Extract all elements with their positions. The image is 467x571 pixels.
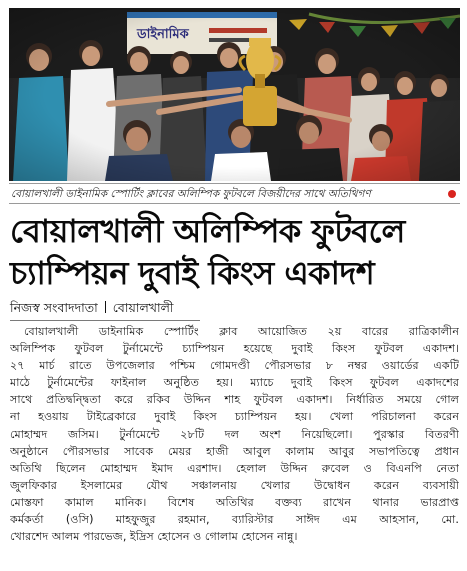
article-line: খোরশেদ আলম পারভেজ, ইদ্রিস হোসেন ও গোলাম হোসেন নান্নু। — [10, 530, 298, 544]
byline-location: বোয়ালখালী — [112, 300, 174, 315]
headline-line-2: চ্যাম্পিয়ন দুবাই কিংস একাদশ — [10, 254, 375, 292]
caption-bullet-icon — [448, 190, 456, 198]
trophy-ceremony-photo — [9, 8, 460, 181]
article-line: না হওয়ায় টাইব্রেকারে দুবাই কিংস চ্যাম্পিয়ন হয়। খেলা পরিচালনা করেন — [10, 410, 459, 424]
article-line: মোস্তফা কামাল মানিক। বিশেষ অতিথির বক্তব্য রাখেন থানার ভারপ্রাপ্ত — [10, 495, 459, 509]
article-line: মাঠে টুর্নামেন্টের ফাইনাল অনুষ্ঠিত হয়। ম্যাচে দুবাই কিংস ফুটবল একাদশের — [10, 376, 459, 390]
article-line: অলিম্পিক ফুটবল টুর্নামেন্টে চ্যাম্পিয়ন হয়েছে দুবাই কিংস ফুটবল একাদশ। — [10, 342, 459, 356]
article-body — [10, 323, 459, 545]
byline-underline — [10, 320, 200, 321]
article-line: জুলফিকার ইসলামের যৌথ সঞ্চালনায় খেলার উদ্বোধন করেন ব্যবসায়ী — [10, 478, 459, 492]
photo-caption: বোয়ালখালী ডাইনামিক স্পোর্টিং ক্লাবের অলিম্পিক ফুটবলে বিজয়ীদের সাথে অতিথিগণ — [11, 188, 371, 200]
banner-text: ডাইনামিক — [137, 27, 189, 42]
article-line: অনুষ্ঠানে পৌরসভার সাবেক মেয়র হাজী আবুল কালাম আবুর সভাপতিত্বে প্রধান — [10, 444, 459, 458]
article-line: অতিথি ছিলেন মোহাম্মদ ইমাদ এরশাদ। হেলাল উদ্দিন রুবেল ও বিএনপি নেতা — [10, 461, 459, 475]
news-photo — [9, 8, 460, 181]
article-line: ২৭ মার্চ রাতে উপজেলার পশ্চিম গোমদণ্ডী পৌরসভার ৮ নম্বর ওয়ার্ডের একটি — [10, 359, 459, 373]
byline-separator — [105, 301, 106, 313]
photo-caption-bar — [9, 183, 460, 204]
byline-author: নিজস্ব সংবাদদাতা — [10, 300, 98, 315]
byline — [10, 299, 173, 317]
article-line: মোহাম্মদ জসিম। টুর্নামেন্টে ২৮টি দল অংশ নিয়েছিলো। পুরস্কার বিতরণী — [10, 427, 459, 441]
article-line: কর্মকর্তা (ওসি) মাহফুজুর রহমান, ব্যারিস্টার সাঈদ এম আহসান, মো. — [10, 513, 459, 527]
article-line: সাথে প্রতিদ্বন্দ্বিতা করে রকিব উদ্দিন শাহ ফুটবল একাদশ। নির্ধারিত সময়ে গোল — [10, 393, 459, 407]
headline — [10, 210, 460, 294]
headline-line-1: বোয়ালখালী অলিম্পিক ফুটবলে — [10, 212, 405, 250]
article-line: বোয়ালখালী ডাইনামিক স্পোর্টিং ক্লাব আয়োজিত ২য় বারের রাত্রিকালীন — [24, 325, 459, 338]
